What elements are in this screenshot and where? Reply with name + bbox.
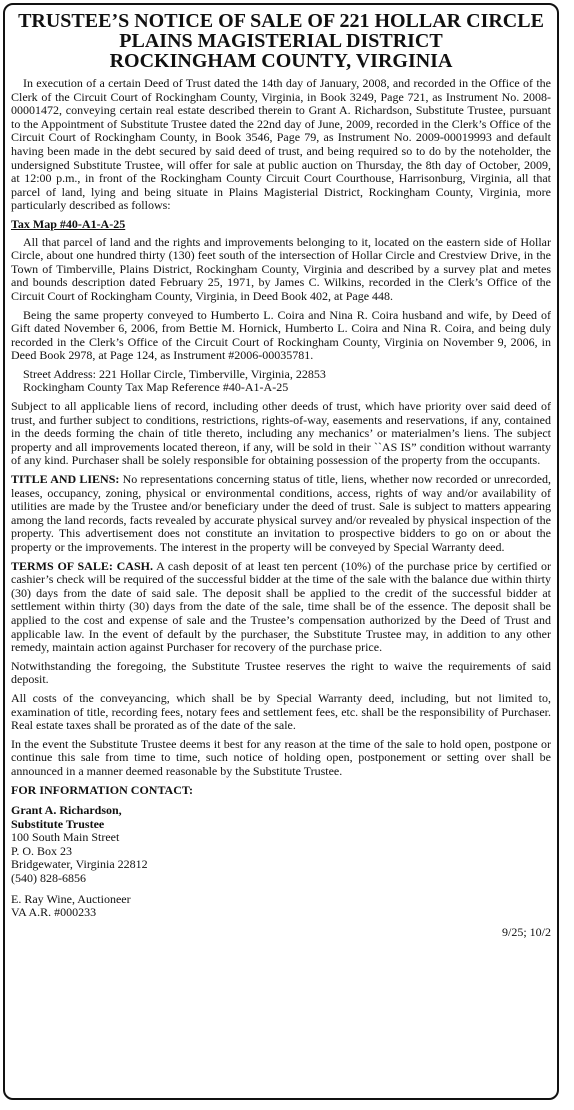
- auctioneer-name: E. Ray Wine, Auctioneer: [11, 891, 131, 906]
- intro-paragraph: In execution of a certain Deed of Trust dated the 14th day of January, 2008, and recorded in the Office of the Clerk of the Circuit Court of Rockingham County, Virginia, in Book 3249, Page 721, as Instrument No. 2008-00001472, conveying certain real estate described therein to Grant A. Richardson, Substitute Trustee, pursuant to the Appointment of Substitute Trustee dated the 22nd day of June, 2009, recorded in the Clerk’s Office of the Circuit Court of Rockingham County, in Book 3546, Page 79, as Instrument No. 2009-00019993 and default having been made in the debt secured by said deed of trust, and being required so to do by the noteholder, the undersigned Substitute Trustee, will offer for sale at public auction on Thursday, the 8th day of October, 2009, at 12:00 p.m., in front of the Rockingham County Circuit Court Courthouse, Harrisonburg, Virginia, all that parcel of land, lying and being situate in Plains Magisterial District, Rockingham County, Virginia, more particularly described as follows:: [11, 76, 551, 213]
- title-liens-text: No representations concerning status of title, liens, whether now recorded or unrecorded, leases, occupancy, zoning, physical or environmental conditions, access, rights of way and/or availability of utilities are made by the Trustee and/or beneficiary under the deed of trust. Sale is subject to matters appearing among the land records, facts revealed by accurate physical survey and/or revealed by physical inspection of the property. This advertisement does not constitute an invitation to prospective bidders to go on or about the property or the improvements. The interest in the property will be conveyed by Special Warranty deed.: [11, 472, 551, 554]
- title-liens-label: TITLE AND LIENS:: [11, 472, 120, 487]
- title-line-2: PLAINS MAGISTERIAL DISTRICT: [119, 30, 443, 52]
- contact-phone: (540) 828-6856: [11, 871, 86, 886]
- contact-heading: FOR INFORMATION CONTACT:: [11, 782, 193, 797]
- title-liens-paragraph: [11, 473, 551, 555]
- terms-paragraph: [11, 560, 551, 655]
- auctioneer-license: VA A.R. #000233: [11, 905, 97, 920]
- parcel-paragraph: All that parcel of land and the rights and improvements belonging to it, located on the eastern side of Hollar Circle, about one hundred thirty (130) feet south of the intersection of Hollar Circle and Crestview Drive, in the Town of Timberville, Plains District, Rockingham County, Virginia and described by a survey plat and metes and bounds description dated February 25, 1971, by James C. Wilkins, recorded in the Clerk’s Office of the Circuit Court of Rockingham County, Virginia, in Deed Book 402, at Page 448.: [11, 234, 551, 303]
- contact-role: Substitute Trustee: [11, 816, 105, 831]
- legal-notice: [3, 3, 559, 1100]
- publication-dates: 9/25; 10/2: [501, 924, 551, 939]
- contact-city: Bridgewater, Virginia 22812: [11, 857, 148, 872]
- contact-name: Grant A. Richardson,: [11, 803, 122, 818]
- tax-map-reference: Rockingham County Tax Map Reference #40-A1-A-25: [23, 380, 289, 395]
- notwithstanding-paragraph: Notwithstanding the foregoing, the Substitute Trustee reserves the right to waive the requirements of said deposit.: [11, 658, 551, 687]
- title-line-1: TRUSTEE’S NOTICE OF SALE OF 221 HOLLAR CIRCLE: [18, 10, 544, 32]
- terms-text: A cash deposit of at least ten percent (10%) of the purchase price by certified or cashier’s check will be required of the successful bidder at the time of the sale with the balance due within thirty (30) days from the date of said sale. The deposit shall be applied to the credit of the successful bidder at settlement within thirty (30) days from the date of the sale, time shall be of the essence. The deposit shall be applied to the cost and expense of sale and the Trustee’s compensation authorized by the Deed of Trust and applicable law. In the event of default by the purchaser, the Substitute Trustee may, in addition to any other remedy, maintain action against Purchaser for recovery of the purchase price.: [11, 558, 551, 655]
- notice-title: [11, 11, 551, 71]
- contact-pobox: P. O. Box 23: [11, 843, 73, 858]
- contact-street: 100 South Main Street: [11, 830, 120, 845]
- costs-paragraph: All costs of the conveyancing, which shall be by Special Warranty deed, including, but not limited to, examination of title, recording fees, notary fees and settlement fees, etc. shall be the responsibility of Purchaser. Real estate taxes shall be prorated as of the date of the sale.: [11, 690, 551, 733]
- postpone-paragraph: In the event the Substitute Trustee deems it best for any reason at the time of the sale to hold open, postpone or continue this sale from time to time, such notice of holding open, postponement or setting over shall be announced in a manner deemed reasonable by the Substitute Trustee.: [11, 736, 551, 778]
- tax-map-heading: Tax Map #40-A1-A-25: [11, 216, 126, 231]
- street-address: Street Address: 221 Hollar Circle, Timberville, Virginia, 22853: [23, 366, 326, 381]
- address-block: [11, 368, 551, 395]
- subject-paragraph: Subject to all applicable liens of record, including other deeds of trust, which have priority over said deed of trust, and further subject to conditions, restrictions, rights-of-way, easements and reservations, if any, contained in the deeds forming the chain of title thereto, including any mechanics’ or materialmen’s liens. The subject property and all improvements located thereon, if any, will be sold in their ``AS IS” condition without warranty of any kind. Purchaser shall be solely responsible for obtaining possession of the property from the occupants.: [11, 399, 551, 468]
- same-property-paragraph: Being the same property conveyed to Humberto L. Coira and Nina R. Coira husband and wife, by Deed of Gift dated November 6, 2006, from Bettie M. Hornick, Humberto L. Coira and Nina R. Coira, and being duly recorded in the Clerk’s Office of the Circuit Court of Rockingham County, Virginia on November 9, 2006, in Deed Book 2978, at Page 124, as Instrument #2006-00035781.: [11, 307, 551, 363]
- contact-block: [11, 784, 551, 920]
- terms-label: TERMS OF SALE: CASH.: [11, 558, 153, 573]
- title-line-3: ROCKINGHAM COUNTY, VIRGINIA: [109, 50, 453, 72]
